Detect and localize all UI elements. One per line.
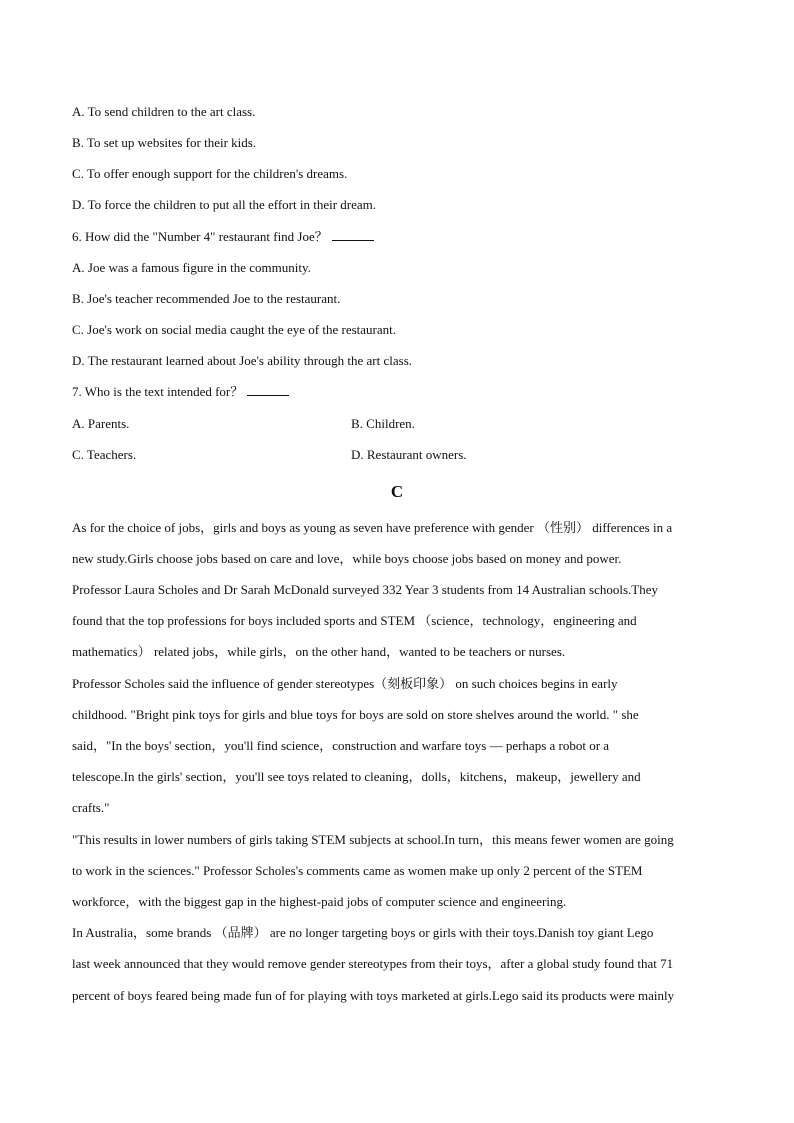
q7-option-a: A. Parents.: [72, 416, 130, 431]
q5-option-d: D. To force the children to put all the effort in their dream.: [72, 197, 377, 212]
q6-question-text: 6. How did the "Number 4" restaurant find Joe？: [72, 229, 328, 244]
passage-line: workforce，with the biggest gap in the highest-paid jobs of computer science and engineering.: [72, 894, 567, 909]
passage-line: percent of boys feared being made fun of for playing with toys marketed at girls.Lego said its products were mainly: [72, 988, 675, 1003]
passage-line: said，"In the boys' section，you'll find science，construction and warfare toys — perhaps a robot or a: [72, 738, 610, 753]
section-heading: C: [390, 482, 404, 501]
q5-option-a: A. To send children to the art class.: [72, 104, 256, 119]
q6-option-c: C. Joe's work on social media caught the eye of the restaurant.: [72, 322, 396, 337]
q5-option-c: C. To offer enough support for the children's dreams.: [72, 166, 348, 181]
passage-line: mathematics） related jobs，while girls，on the other hand，wanted to be teachers or nurses.: [72, 644, 566, 659]
passage-line: "This results in lower numbers of girls taking STEM subjects at school.In turn，this means fewer women are going: [72, 832, 674, 847]
q6-option-d: D. The restaurant learned about Joe's ability through the art class.: [72, 353, 412, 368]
passage-line: childhood. "Bright pink toys for girls and blue toys for boys are sold on store shelves around the world. " she: [72, 707, 639, 722]
q7-option-c: C. Teachers.: [72, 447, 137, 462]
q7-option-b: B. Children.: [351, 416, 415, 431]
q5-option-b: B. To set up websites for their kids.: [72, 135, 257, 150]
passage-line: Professor Laura Scholes and Dr Sarah McDonald surveyed 332 Year 3 students from 14 Australian schools.They: [72, 582, 658, 597]
q6-answer-blank: [332, 230, 374, 241]
passage-line: telescope.In the girls' section，you'll see toys related to cleaning，dolls，kitchens，makeup，jewellery and: [72, 769, 641, 784]
q6-option-b: B. Joe's teacher recommended Joe to the restaurant.: [72, 291, 341, 306]
q7-option-d: D. Restaurant owners.: [351, 447, 467, 462]
passage-line: to work in the sciences." Professor Scholes's comments came as women make up only 2 percent of the STEM: [72, 863, 643, 878]
passage-line: In Australia，some brands （品牌） are no longer targeting boys or girls with their toys.Danish toy giant Lego: [72, 925, 654, 940]
passage-line: crafts.": [72, 800, 110, 815]
passage-line: new study.Girls choose jobs based on care and love，while boys choose jobs based on money and power.: [72, 551, 622, 566]
passage-line: Professor Scholes said the influence of gender stereotypes（刻板印象） on such choices begins in early: [72, 676, 618, 691]
q6-option-a: A. Joe was a famous figure in the community.: [72, 260, 311, 275]
passage-line: last week announced that they would remove gender stereotypes from their toys，after a global study found that 71: [72, 956, 674, 971]
q7-question-text: 7. Who is the text intended for？: [72, 384, 244, 399]
q7-answer-blank: [247, 385, 289, 396]
q7-question: [72, 384, 289, 400]
q6-question: [72, 229, 374, 245]
passage-line: As for the choice of jobs，girls and boys as young as seven have preference with gender （性别） differences in a: [72, 520, 673, 535]
passage-line: found that the top professions for boys included sports and STEM （science，technology，engineering and: [72, 613, 637, 628]
